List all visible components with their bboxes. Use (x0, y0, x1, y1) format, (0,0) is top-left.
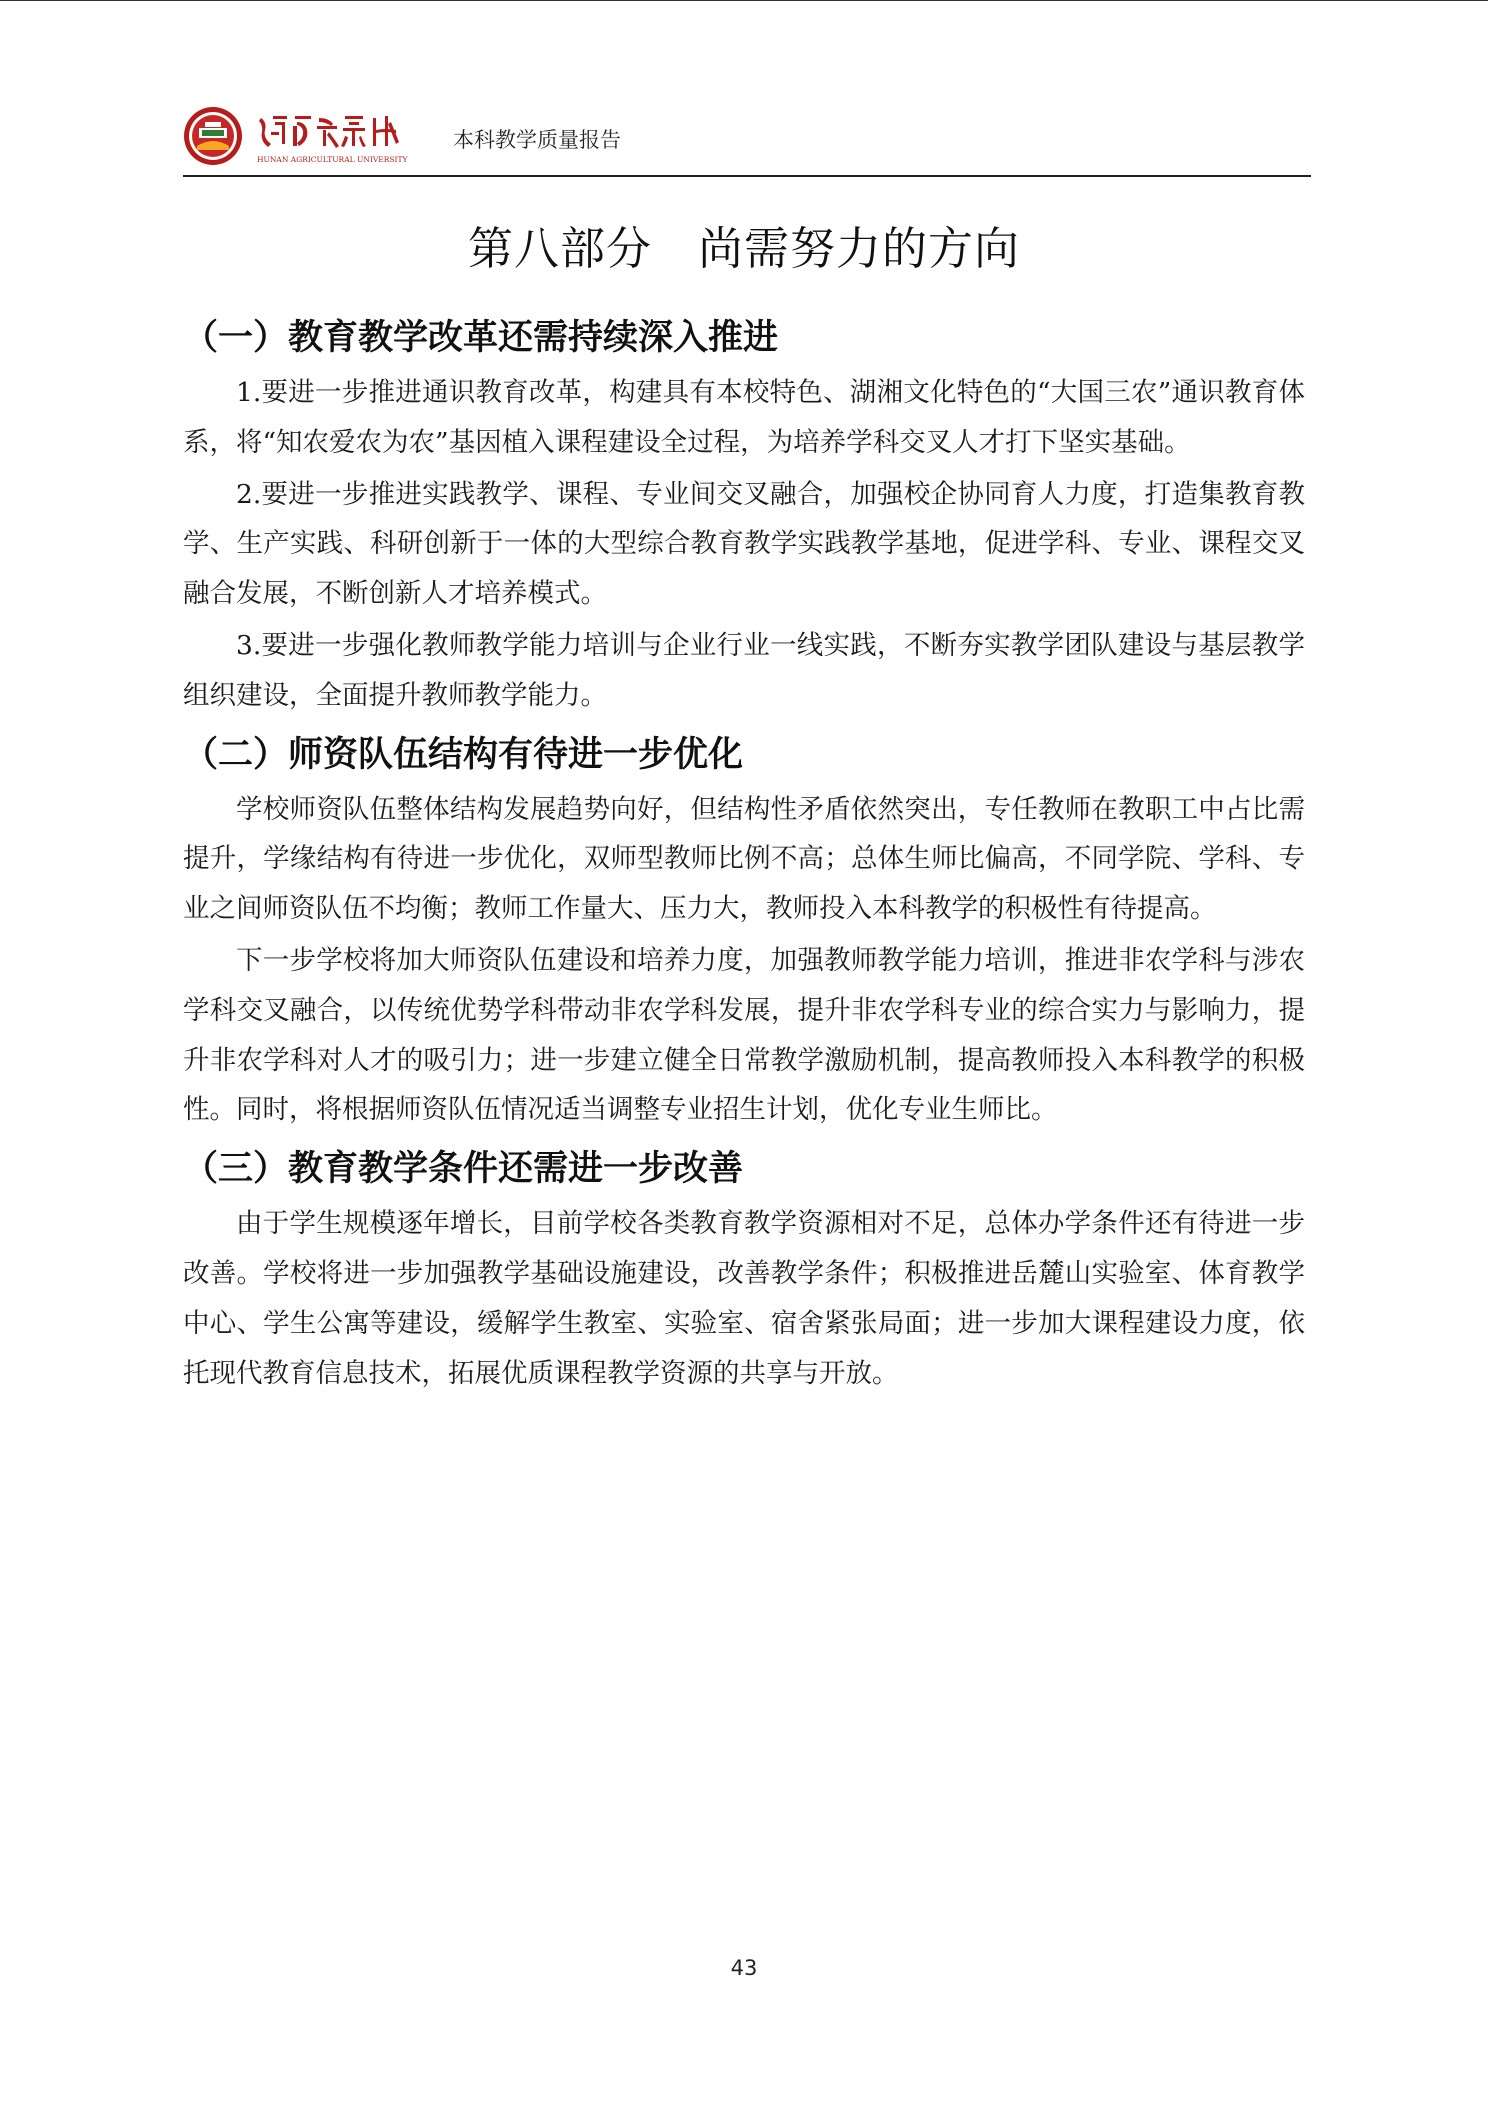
report-title: 本科教学质量报告 (453, 128, 621, 152)
section-heading: （三）教育教学条件还需进一步改善 (183, 1149, 744, 1190)
paragraph: 由于学生规模逐年增长，目前学校各类教育教学资源相对不足，总体办学条件还有待进一步改善。学校将进一步加强教学基础设施建设，改善教学条件；积极推进岳麓山实验室、体育教学中心、学生公寓等建设，缓解学生教室、实验室、宿舍紧张局面；进一步加大课程建设力度，依托现代教育信息技术，拓展优质课程教学资源的共享与开放。 (183, 1208, 1305, 1389)
main-content (183, 310, 1305, 1400)
paragraph: 1.要进一步推进通识教育改革，构建具有本校特色、湖湘文化特色的“大国三农”通识教育体系，将“知农爱农为农”基因植入课程建设全过程，为培养学科交叉人才打下坚实基础。 (183, 377, 1305, 458)
section-heading: （二）师资队伍结构有待进一步优化 (183, 734, 744, 775)
header-divider (183, 175, 1311, 177)
section-1 (183, 310, 1305, 721)
page-top-border (0, 0, 1488, 1)
paragraph: 2.要进一步推进实践教学、课程、专业间交叉融合，加强校企协同育人力度，打造集教育教学、生产实践、科研创新于一体的大型综合教育教学实践教学基地，促进学科、专业、课程交叉融合发展，不断创新人才培养模式。 (183, 478, 1305, 610)
page-header (183, 100, 1311, 174)
logo-subtext: HUNAN AGRICULTURAL UNIVERSITY (257, 155, 408, 164)
paragraph: 学校师资队伍整体结构发展趋势向好，但结构性矛盾依然突出，专任教师在教职工中占比需提升，学缘结构有待进一步优化，双师型教师比例不高；总体生师比偏高，不同学院、学科、专业之间师资队伍不均衡；教师工作量大、压力大，教师投入本科教学的积极性有待提高。 (183, 793, 1305, 925)
page-number: 43 (730, 1956, 758, 1980)
university-logo-wordmark (257, 112, 415, 166)
section-heading: （一）教育教学改革还需持续深入推进 (183, 318, 779, 358)
university-seal-icon (183, 106, 243, 166)
paragraph: 下一步学校将加大师资队伍建设和培养力度，加强教师教学能力培训，推进非农学科与涉农学科交叉融合，以传统优势学科带动非农学科发展，提升非农学科专业的综合实力与影响力，提升非农学科对人才的吸引力；进一步建立健全日常教学激励机制，提高教师投入本科教学的积极性。同时，将根据师资队伍情况适当调整专业招生计划，优化专业生师比。 (183, 944, 1305, 1126)
section-2 (183, 727, 1305, 1136)
page-title: 第八部分 尚需努力的方向 (467, 222, 1020, 275)
section-3 (183, 1141, 1305, 1398)
paragraph: 3.要进一步强化教师教学能力培训与企业行业一线实践，不断夯实教学团队建设与基层教学组织建设，全面提升教师教学能力。 (183, 629, 1305, 711)
